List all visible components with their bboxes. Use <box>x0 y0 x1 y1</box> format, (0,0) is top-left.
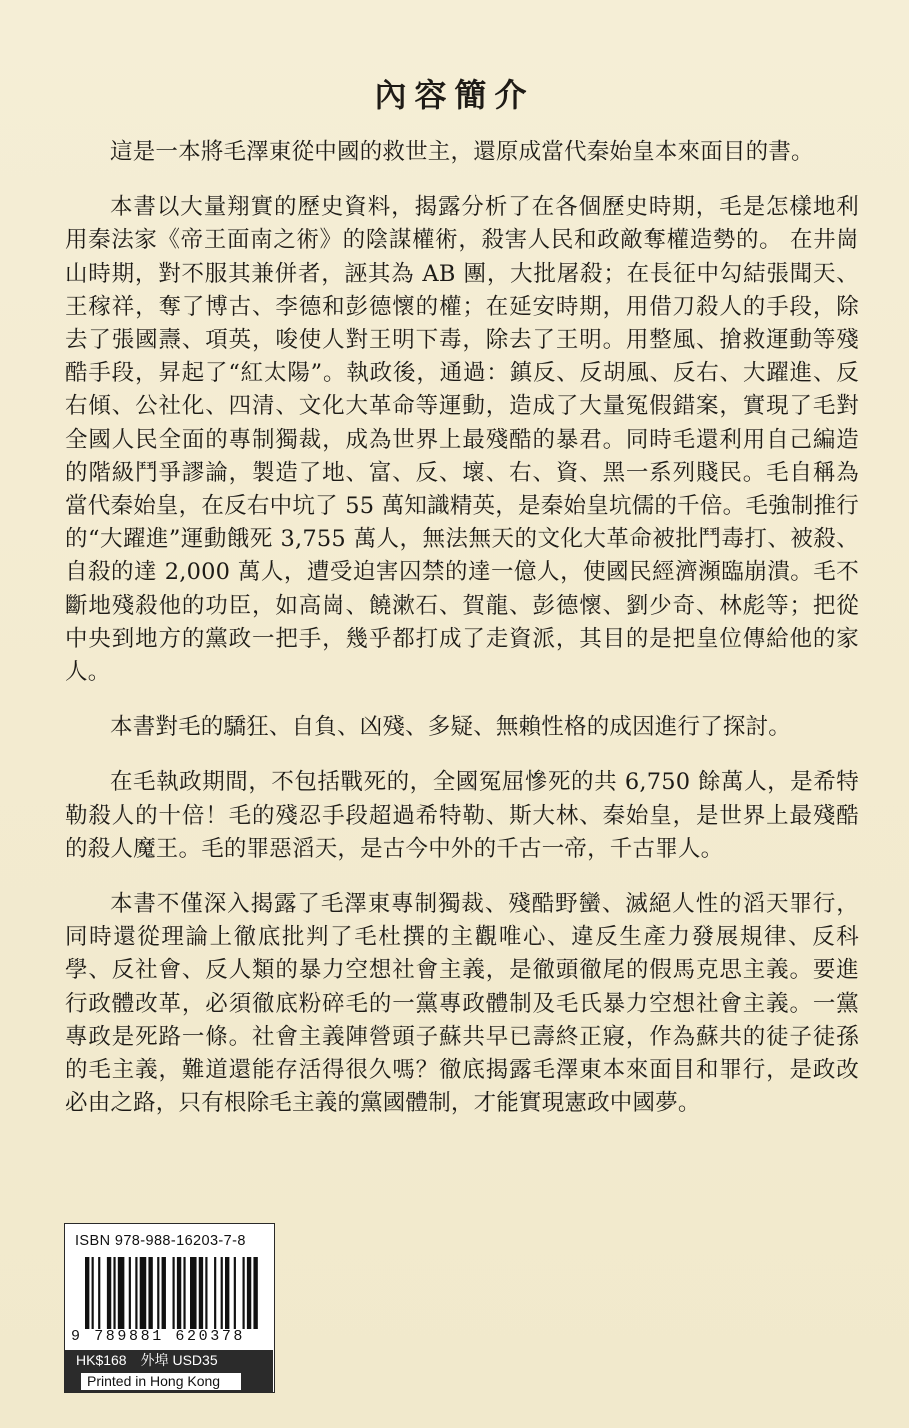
barcode-digits: 9 789881 620378 <box>71 1328 246 1345</box>
isbn-label: ISBN 978-988-16203-7-8 <box>75 1233 246 1249</box>
barcode-bar <box>113 1257 115 1329</box>
isbn-barcode-block <box>64 1223 275 1393</box>
barcode-bar <box>221 1257 223 1329</box>
barcode-bar <box>243 1257 245 1329</box>
barcode-bar <box>148 1257 152 1329</box>
barcode-bar <box>162 1257 166 1329</box>
barcode-bar <box>135 1257 137 1329</box>
printed-in-bar <box>65 1371 273 1392</box>
barcode-bar <box>173 1257 175 1329</box>
paragraph-conclusion: 本書不僅深入揭露了毛澤東專制獨裁、殘酷野蠻、滅絕人性的滔天罪行，同時還從理論上徹底批判了毛杜撰的主觀唯心、違反生產力發展規律、反科學、反社會、反人類的暴力空想社會主義，是徹頭徹尾的假馬克思主義。要進行政體改革，必須徹底粉碎毛的一黨專政體制及毛氏暴力空想社會主義。一黨專政是死路一條。社會主義陣營頭子蘇共早已壽終正寢，作為蘇共的徒子徒孫的毛主義，難道還能存活得很久嗎？徹底揭露毛澤東本來面目和罪行，是政改必由之路，只有根除毛主義的黨國體制，才能實現憲政中國夢。 <box>65 891 859 1117</box>
paragraph-death-toll: 在毛執政期間，不包括戰死的，全國冤屈慘死的共 6,750 餘萬人，是希特勒殺人的十倍！毛的殘忍手段超過希特勒、斯大林、秦始皇，是世界上最殘酷的殺人魔王。毛的罪惡滔天，是古今中外的千古一帝，千古罪人。 <box>65 769 859 862</box>
barcode-bar <box>253 1257 257 1329</box>
barcode-bar <box>183 1257 185 1329</box>
barcode-graphic <box>85 1257 260 1329</box>
barcode-bar <box>205 1257 207 1329</box>
barcode-bar <box>199 1257 203 1329</box>
barcode-bar <box>234 1257 236 1329</box>
page-title: 內容簡介 <box>374 76 535 114</box>
printed-in-label: Printed in Hong Kong <box>81 1373 241 1390</box>
barcode-bar <box>107 1257 111 1329</box>
price-label: HK$168 外埠 USD35 <box>65 1350 273 1371</box>
barcode-bar <box>92 1257 94 1329</box>
barcode-bar <box>190 1257 197 1329</box>
barcode-bar <box>247 1257 251 1329</box>
barcode-bar <box>85 1257 89 1329</box>
synopsis-text <box>65 136 859 1142</box>
barcode-bar <box>98 1257 100 1329</box>
barcode-bar <box>118 1257 125 1329</box>
barcode-bar <box>177 1257 181 1329</box>
barcode-bar <box>157 1257 159 1329</box>
barcode-bar <box>214 1257 216 1329</box>
paragraph-history: 本書以大量翔實的歷史資料，揭露分析了在各個歷史時期，毛是怎樣地利用秦法家《帝王面南之術》的陰謀權術，殺害人民和政敵奪權造勢的。 在井崗山時期，對不服其兼併者，誣其為 AB 團，大批屠殺；在長征中勾結張聞天、王稼祥，奪了博古、李德和彭德懷的權；在延安時期，用借刀殺人的手段，除去了張國燾、項英，唆使人對王明下毒，除去了王明。用整風、搶救運動等殘酷手段，昇起了“紅太陽”。執政後，通過：鎮反、反胡風、反右、大躍進、反右傾、公社化、四清、文化大革命等運動，造成了大量冤假錯案，實現了毛對全國人民全面的專制獨裁，成為世界上最殘酷的暴君。同時毛還利用自己編造的階級鬥爭謬論，製造了地、富、反、壞、右、資、黑一系列賤民。毛自稱為當代秦始皇，在反右中坑了 55 萬知識精英，是秦始皇坑儒的千倍。毛強制推行的“大躍進”運動餓死 3,755 萬人，無法無天的文化大革命被批鬥毒打、被殺、自殺的達 2,000 萬人，遭受迫害囚禁的達一億人，使國民經濟瀕臨崩潰。毛不斷地殘殺他的功臣，如高崗、饒漱石、賀龍、彭德懷、劉少奇、林彪等；把從中央到地方的黨政一把手，幾乎都打成了走資派，其目的是把皇位傳給他的家人。 <box>65 194 859 686</box>
barcode-bar <box>225 1257 229 1329</box>
paragraph-intro: 這是一本將毛澤東從中國的救世主，還原成當代秦始皇本來面目的書。 <box>110 139 814 165</box>
barcode-bar <box>140 1257 147 1329</box>
barcode-bar <box>129 1257 131 1329</box>
paragraph-personality: 本書對毛的驕狂、自負、凶殘、多疑、無賴性格的成因進行了探討。 <box>110 714 792 741</box>
